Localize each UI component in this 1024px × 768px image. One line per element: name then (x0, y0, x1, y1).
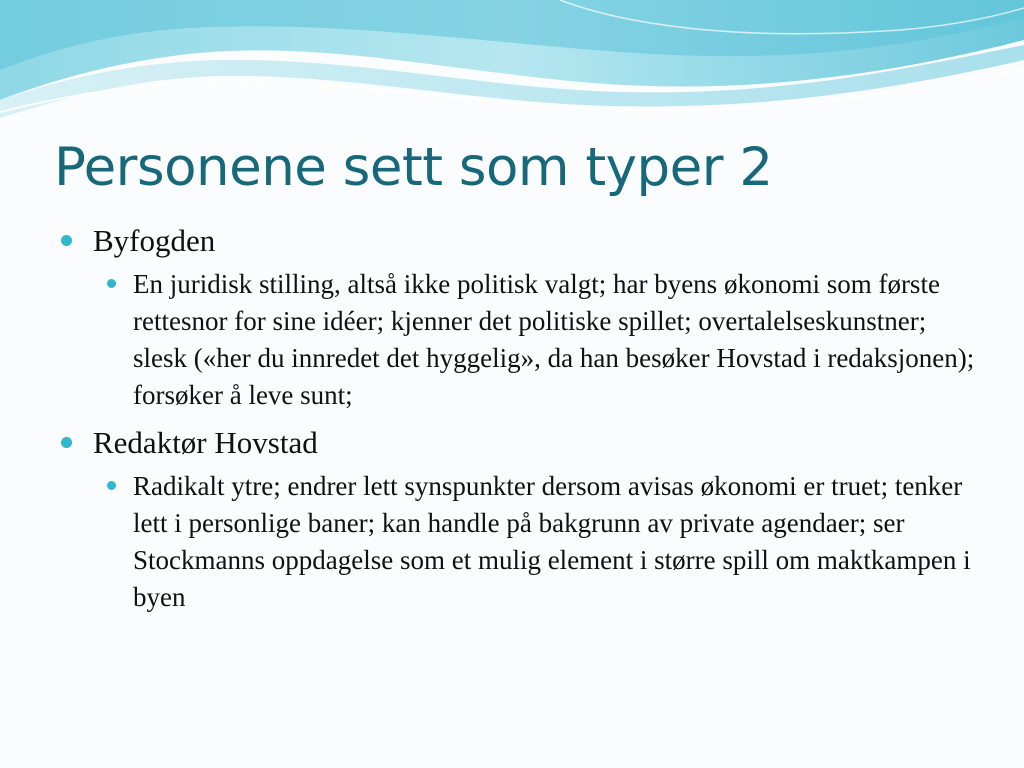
bullet-item-hovstad (58, 422, 988, 464)
sub-bullet-item-hovstad (133, 468, 978, 616)
bullet-heading: Byfogden (93, 223, 216, 258)
bullet-dot-icon (61, 437, 72, 448)
sub-bullet-dot-icon (107, 279, 116, 288)
sub-bullet-item-byfogden (133, 266, 978, 414)
bullet-dot-icon (61, 235, 72, 246)
sub-bullet-text: En juridisk stilling, altså ikke politisk valgt; har byens økonomi som første rettesnor for sine idéer; kjenner det politiske spillet; overtalelseskunstner; slesk («her du innredet det hyggelig», da han besøker Hovstad i redaksjonen); forsøker å leve sunt; (133, 269, 975, 410)
bullet-list (58, 220, 988, 624)
bullet-item-byfogden (58, 220, 988, 262)
sub-bullet-text: Radikalt ytre; endrer lett synspunkter dersom avisas økonomi er truet; tenker lett i personlige baner; kan handle på bakgrunn av private agendaer; ser Stockmanns oppdagelse som et mulig element i større spill om maktkampen i byen (133, 471, 971, 612)
bullet-heading: Redaktør Hovstad (93, 425, 318, 460)
sub-bullet-dot-icon (107, 481, 116, 490)
header-wave-decoration (0, 0, 1024, 130)
slide-title: Personene sett som typer 2 (54, 137, 773, 198)
